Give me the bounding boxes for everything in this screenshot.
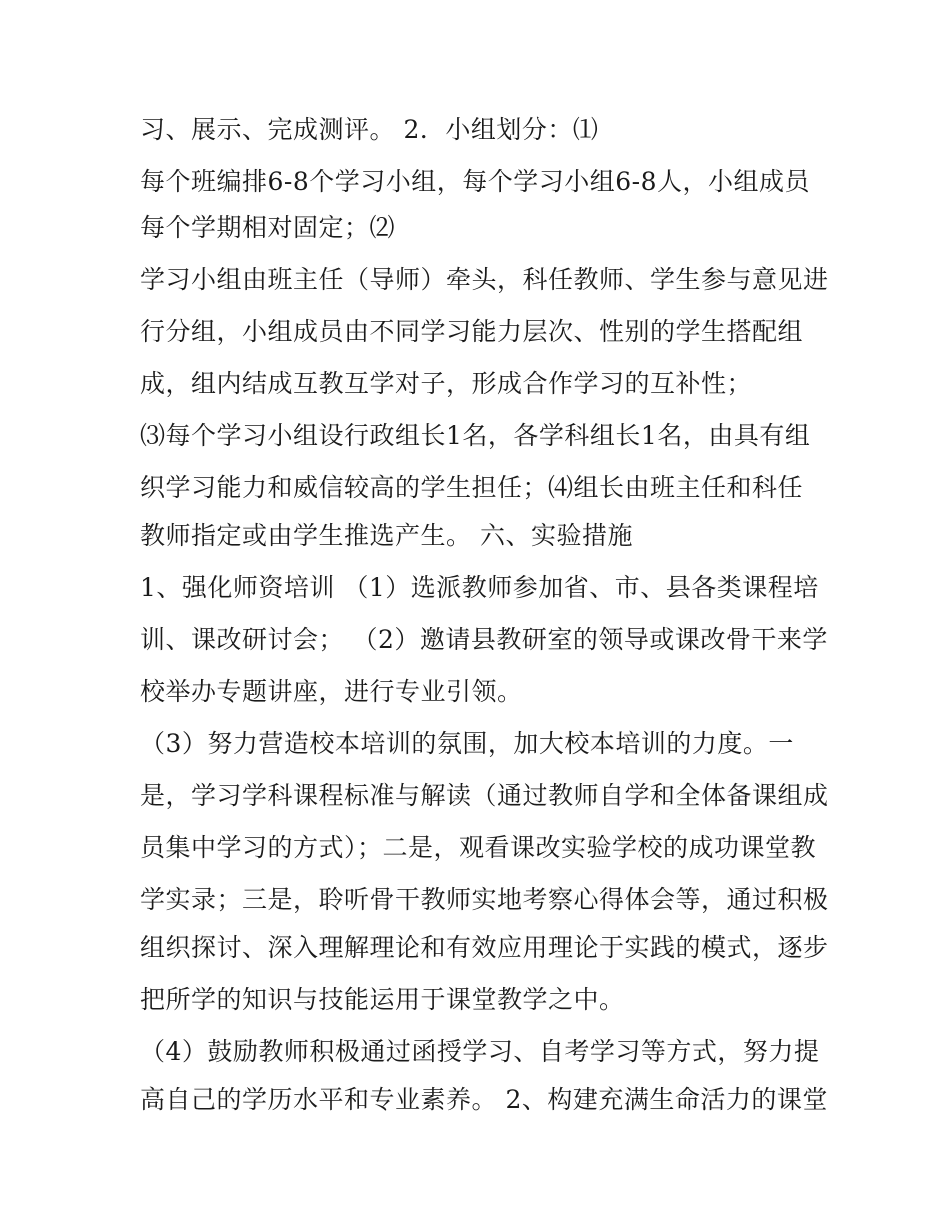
text-line: 行分组，小组成员由不同学习能力层次、性别的学生搭配组 (140, 317, 804, 346)
text-line: 是，学习学科课程标准与解读（通过教师自学和全体备课组成 (140, 781, 829, 810)
text-line: 织学习能力和威信较高的学生担任；⑷组长由班主任和科任 (140, 473, 804, 502)
text-line: 教师指定或由学生推选产生。 六、实验措施 (140, 521, 633, 550)
text-line: 每个学期相对固定；⑵ (140, 213, 396, 242)
text-line: 训、课改研讨会； （2）邀请县教研室的领导或课改骨干来学 (140, 625, 828, 654)
text-line: 学习小组由班主任（导师）牵头，科任教师、学生参与意见进 (140, 265, 829, 294)
text-line: 习、展示、完成测评。 2．小组划分：⑴ (140, 115, 599, 144)
text-line: 把所学的知识与技能运用于课堂教学之中。 (140, 985, 625, 1014)
text-line: 1、强化师资培训 （1）选派教师参加省、市、县各类课程培 (140, 573, 819, 602)
text-line: 学实录；三是，聆听骨干教师实地考察心得体会等，通过积极 (140, 885, 829, 914)
text-line: （4）鼓励教师积极通过函授学习、自考学习等方式，努力提 (140, 1037, 820, 1066)
text-line: ⑶每个学习小组设行政组长1名，各学科组长1名，由具有组 (140, 421, 811, 450)
text-line: 每个班编排6-8个学习小组，每个学习小组6-8人，小组成员 (140, 167, 811, 196)
text-line: 成，组内结成互教互学对子，形成合作学习的互补性； (140, 369, 753, 398)
text-line: 组织探讨、深入理解理论和有效应用理论于实践的模式，逐步 (140, 933, 829, 962)
text-line: 高自己的学历水平和专业素养。 2、构建充满生命活力的课堂 (140, 1085, 828, 1114)
text-line: 员集中学习的方式）；二是，观看课改实验学校的成功课堂教 (140, 833, 817, 862)
text-line: 校举办专题讲座，进行专业引领。 (140, 677, 523, 706)
text-line: （3）努力营造校本培训的氛围，加大校本培训的力度。一 (140, 729, 794, 758)
